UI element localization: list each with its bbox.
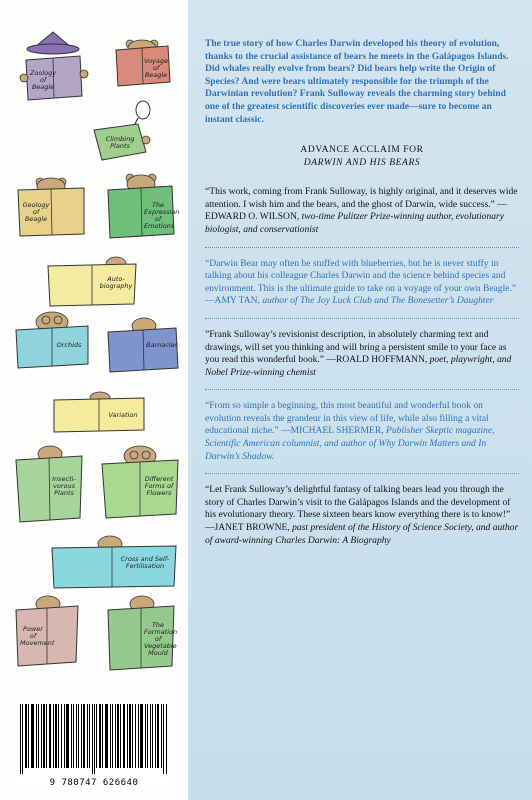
book-blurb: The true story of how Charles Darwin developed his theory of evolution, thanks to the crucial assistance of bears he meets in the Galápagos Islands. Did whales really evolve from bears? Did bears help write the Origin of Species? And were bears ultimately responsible for the triumph of the Darwinian revolution? Frank Sulloway reveals the charming story behind one of the greatest scientific discoveries ever made—sure to become an instant classic. bbox=[205, 38, 509, 125]
book-title-mould: The Formation of Vegetable Mould bbox=[144, 621, 178, 657]
barcode-bar bbox=[96, 704, 97, 768]
bear-book-barnacles bbox=[106, 318, 180, 372]
barcode-bar bbox=[127, 704, 128, 768]
barcode-bar bbox=[22, 704, 23, 774]
barcode-bar bbox=[49, 704, 51, 768]
divider bbox=[205, 318, 519, 319]
barcode-bar bbox=[163, 704, 164, 774]
book-title-zoology: Zoology of Beagle bbox=[29, 69, 57, 91]
barcode-bar bbox=[110, 704, 111, 768]
divider bbox=[205, 247, 519, 248]
back-cover-text bbox=[205, 38, 519, 547]
barcode-bar bbox=[129, 704, 131, 768]
barcode-bar bbox=[83, 704, 85, 768]
barcode-bar bbox=[161, 704, 162, 768]
quote-credit: past president of the History of Science Society, and author of award-winning Charles Darwin: A Biography bbox=[205, 522, 519, 546]
bear-book-zoology bbox=[20, 30, 86, 100]
quote-credit: Publisher Skeptic magazine, Scientific American columnist, and author of Why Darwin Matters and In Darwin’s Shadow. bbox=[205, 425, 495, 462]
barcode-bar bbox=[132, 704, 133, 768]
quote-wilson bbox=[205, 186, 519, 236]
book-title-insectivorous: Insecti-vorous Plants bbox=[52, 475, 76, 497]
quote-credit: two-time Pulitzer Prize-winning author, evolutionary biologist, and conservationist bbox=[205, 211, 504, 235]
quote-hoffmann bbox=[205, 329, 519, 379]
barcode-bar bbox=[36, 704, 37, 768]
book-title-autobiography: Auto-biography bbox=[99, 275, 133, 290]
barcode-bar bbox=[66, 704, 69, 768]
barcode-bar bbox=[55, 704, 57, 768]
quote-text: “Darwin Bear may often be stuffed with blueberries, but he is never stuffy in talking about his colleague Charles Darwin and the science behind species and environment. This is the ultimate guide to take on a voyage of your own Beagle.” bbox=[205, 257, 517, 294]
barcode-bar bbox=[78, 704, 79, 768]
quote-author: —EDWARD O. WILSON, bbox=[205, 198, 507, 223]
barcode-bar bbox=[102, 704, 103, 768]
barcode-bar bbox=[92, 704, 93, 774]
barcode-bar bbox=[76, 704, 77, 768]
barcode-bar bbox=[73, 704, 74, 768]
bear-book-mould bbox=[106, 596, 176, 670]
barcode-bar bbox=[155, 704, 156, 768]
quote-credit: author of The Joy Luck Club and The Bonesetter’s Daughter bbox=[262, 295, 494, 307]
acclaim-heading-line1: ADVANCE ACCLAIM FOR bbox=[300, 145, 424, 156]
barcode-bar bbox=[99, 704, 101, 768]
barcode-bar bbox=[89, 704, 90, 768]
bear-book-fertilisation bbox=[50, 536, 178, 588]
quote-author: —JANET BROWNE, bbox=[205, 522, 290, 534]
isbn-barcode bbox=[14, 702, 174, 788]
quote-text: “From so simple a beginning, this most beautiful and wonderful book on evolution reveals the grandeur in this view of life, while also filling a vital educational niche.” bbox=[205, 400, 489, 437]
barcode-bar bbox=[135, 704, 136, 768]
barcode-bar bbox=[105, 704, 108, 768]
quote-text: ”Frank Sulloway’s revisionist description, in absolutely charming text and drawings, will set you thinking and will bring a persistent smile to your face as you read this wonderful book.” bbox=[205, 328, 507, 366]
quote-author: —MICHAEL SHERMER, bbox=[281, 425, 384, 437]
barcode-bar bbox=[71, 704, 72, 768]
barcode-bar bbox=[53, 704, 54, 768]
barcode-bar bbox=[20, 704, 21, 774]
barcode-bar bbox=[46, 704, 47, 768]
barcode-bar bbox=[112, 704, 113, 768]
barcode-bar bbox=[157, 704, 159, 768]
quote-credit: poet, playwright, and Nobel Prize-winning chemist bbox=[205, 354, 512, 378]
acclaim-heading-line2: DARWIN AND HIS BEARS bbox=[303, 158, 421, 169]
book-title-voyage: Voyage of Beagle bbox=[144, 57, 168, 79]
book-title-geology: Geology of Beagle bbox=[22, 201, 50, 223]
book-title-climbing: Climbing Plants bbox=[105, 135, 135, 150]
quote-browne bbox=[205, 484, 519, 547]
barcode-bar bbox=[87, 704, 88, 768]
book-title-orchids: Orchids bbox=[56, 341, 82, 349]
quote-author: —ROALD HOFFMANN, bbox=[326, 354, 428, 366]
bear-glasses-icon bbox=[14, 312, 90, 368]
barcode-bar bbox=[64, 704, 65, 768]
book-title-barnacles: Barnacles bbox=[146, 341, 178, 349]
bear-book-voyage bbox=[112, 38, 172, 86]
bear-book-flowers bbox=[100, 446, 180, 518]
barcode-bar bbox=[138, 704, 139, 768]
quote-text: “This work, coming from Frank Sulloway, is highly original, and it deserves wide attention. I wish him and the bears, and the ghost of Darwin, wide success.” bbox=[205, 186, 518, 210]
barcode-bar bbox=[81, 704, 82, 768]
bear-book-variation bbox=[52, 392, 146, 432]
divider bbox=[205, 473, 519, 474]
bear-book-movement bbox=[14, 596, 80, 666]
quote-author: —AMY TAN, bbox=[205, 295, 260, 307]
isbn-number: 9 780747 626640 bbox=[49, 778, 139, 788]
acclaim-heading bbox=[205, 144, 519, 170]
barcode-bar bbox=[150, 704, 151, 768]
barcode-bar bbox=[25, 704, 27, 768]
barcode-bar bbox=[58, 704, 59, 768]
barcode-bar bbox=[123, 704, 125, 768]
barcode-bar bbox=[38, 704, 39, 768]
bear-book-emotions bbox=[104, 172, 180, 238]
barcode-bar bbox=[147, 704, 148, 768]
book-title-movement: Power of Movement bbox=[20, 625, 55, 647]
quote-text: “Let Frank Sulloway’s delightful fantasy of talking bears lead you through the story of Charles Darwin’s visit to the Galápagos Islands and the development of his evolutionary theory. These sixteen bears know everything there is to know!” bbox=[205, 484, 511, 521]
barcode-bar bbox=[152, 704, 153, 768]
book-title-flowers: Different Forms of Flowers bbox=[144, 475, 174, 497]
barcode-bars bbox=[14, 702, 174, 774]
quote-tan bbox=[205, 258, 519, 308]
bear-book-autobiography bbox=[46, 256, 138, 306]
bear-book-geology bbox=[14, 176, 88, 238]
bear-book-insectivorous bbox=[14, 446, 84, 522]
bear-book-orchids bbox=[14, 312, 90, 368]
quote-shermer bbox=[205, 400, 519, 463]
bear-tennis-icon bbox=[88, 100, 158, 162]
bear-book-climbing bbox=[88, 100, 158, 162]
bears-illustration-panel bbox=[0, 0, 188, 800]
barcode-bar bbox=[28, 704, 29, 768]
barcode-bar bbox=[120, 704, 121, 768]
barcode-bar bbox=[31, 704, 34, 768]
barcode-bar bbox=[140, 704, 143, 768]
barcode-bar bbox=[115, 704, 116, 768]
barcode-bar bbox=[41, 704, 42, 768]
barcode-bar bbox=[94, 704, 95, 774]
barcode-bar bbox=[61, 704, 62, 768]
barcode-bar bbox=[166, 704, 167, 774]
book-title-variation: Variation bbox=[108, 411, 138, 419]
barcode-bar bbox=[43, 704, 45, 768]
book-title-fertilisation: Cross and Self-Fertilisation bbox=[120, 555, 170, 570]
divider bbox=[205, 389, 519, 390]
barcode-bar bbox=[145, 704, 146, 768]
barcode-bar bbox=[117, 704, 119, 768]
book-title-emotions: The Expression of Emotions bbox=[144, 201, 180, 230]
